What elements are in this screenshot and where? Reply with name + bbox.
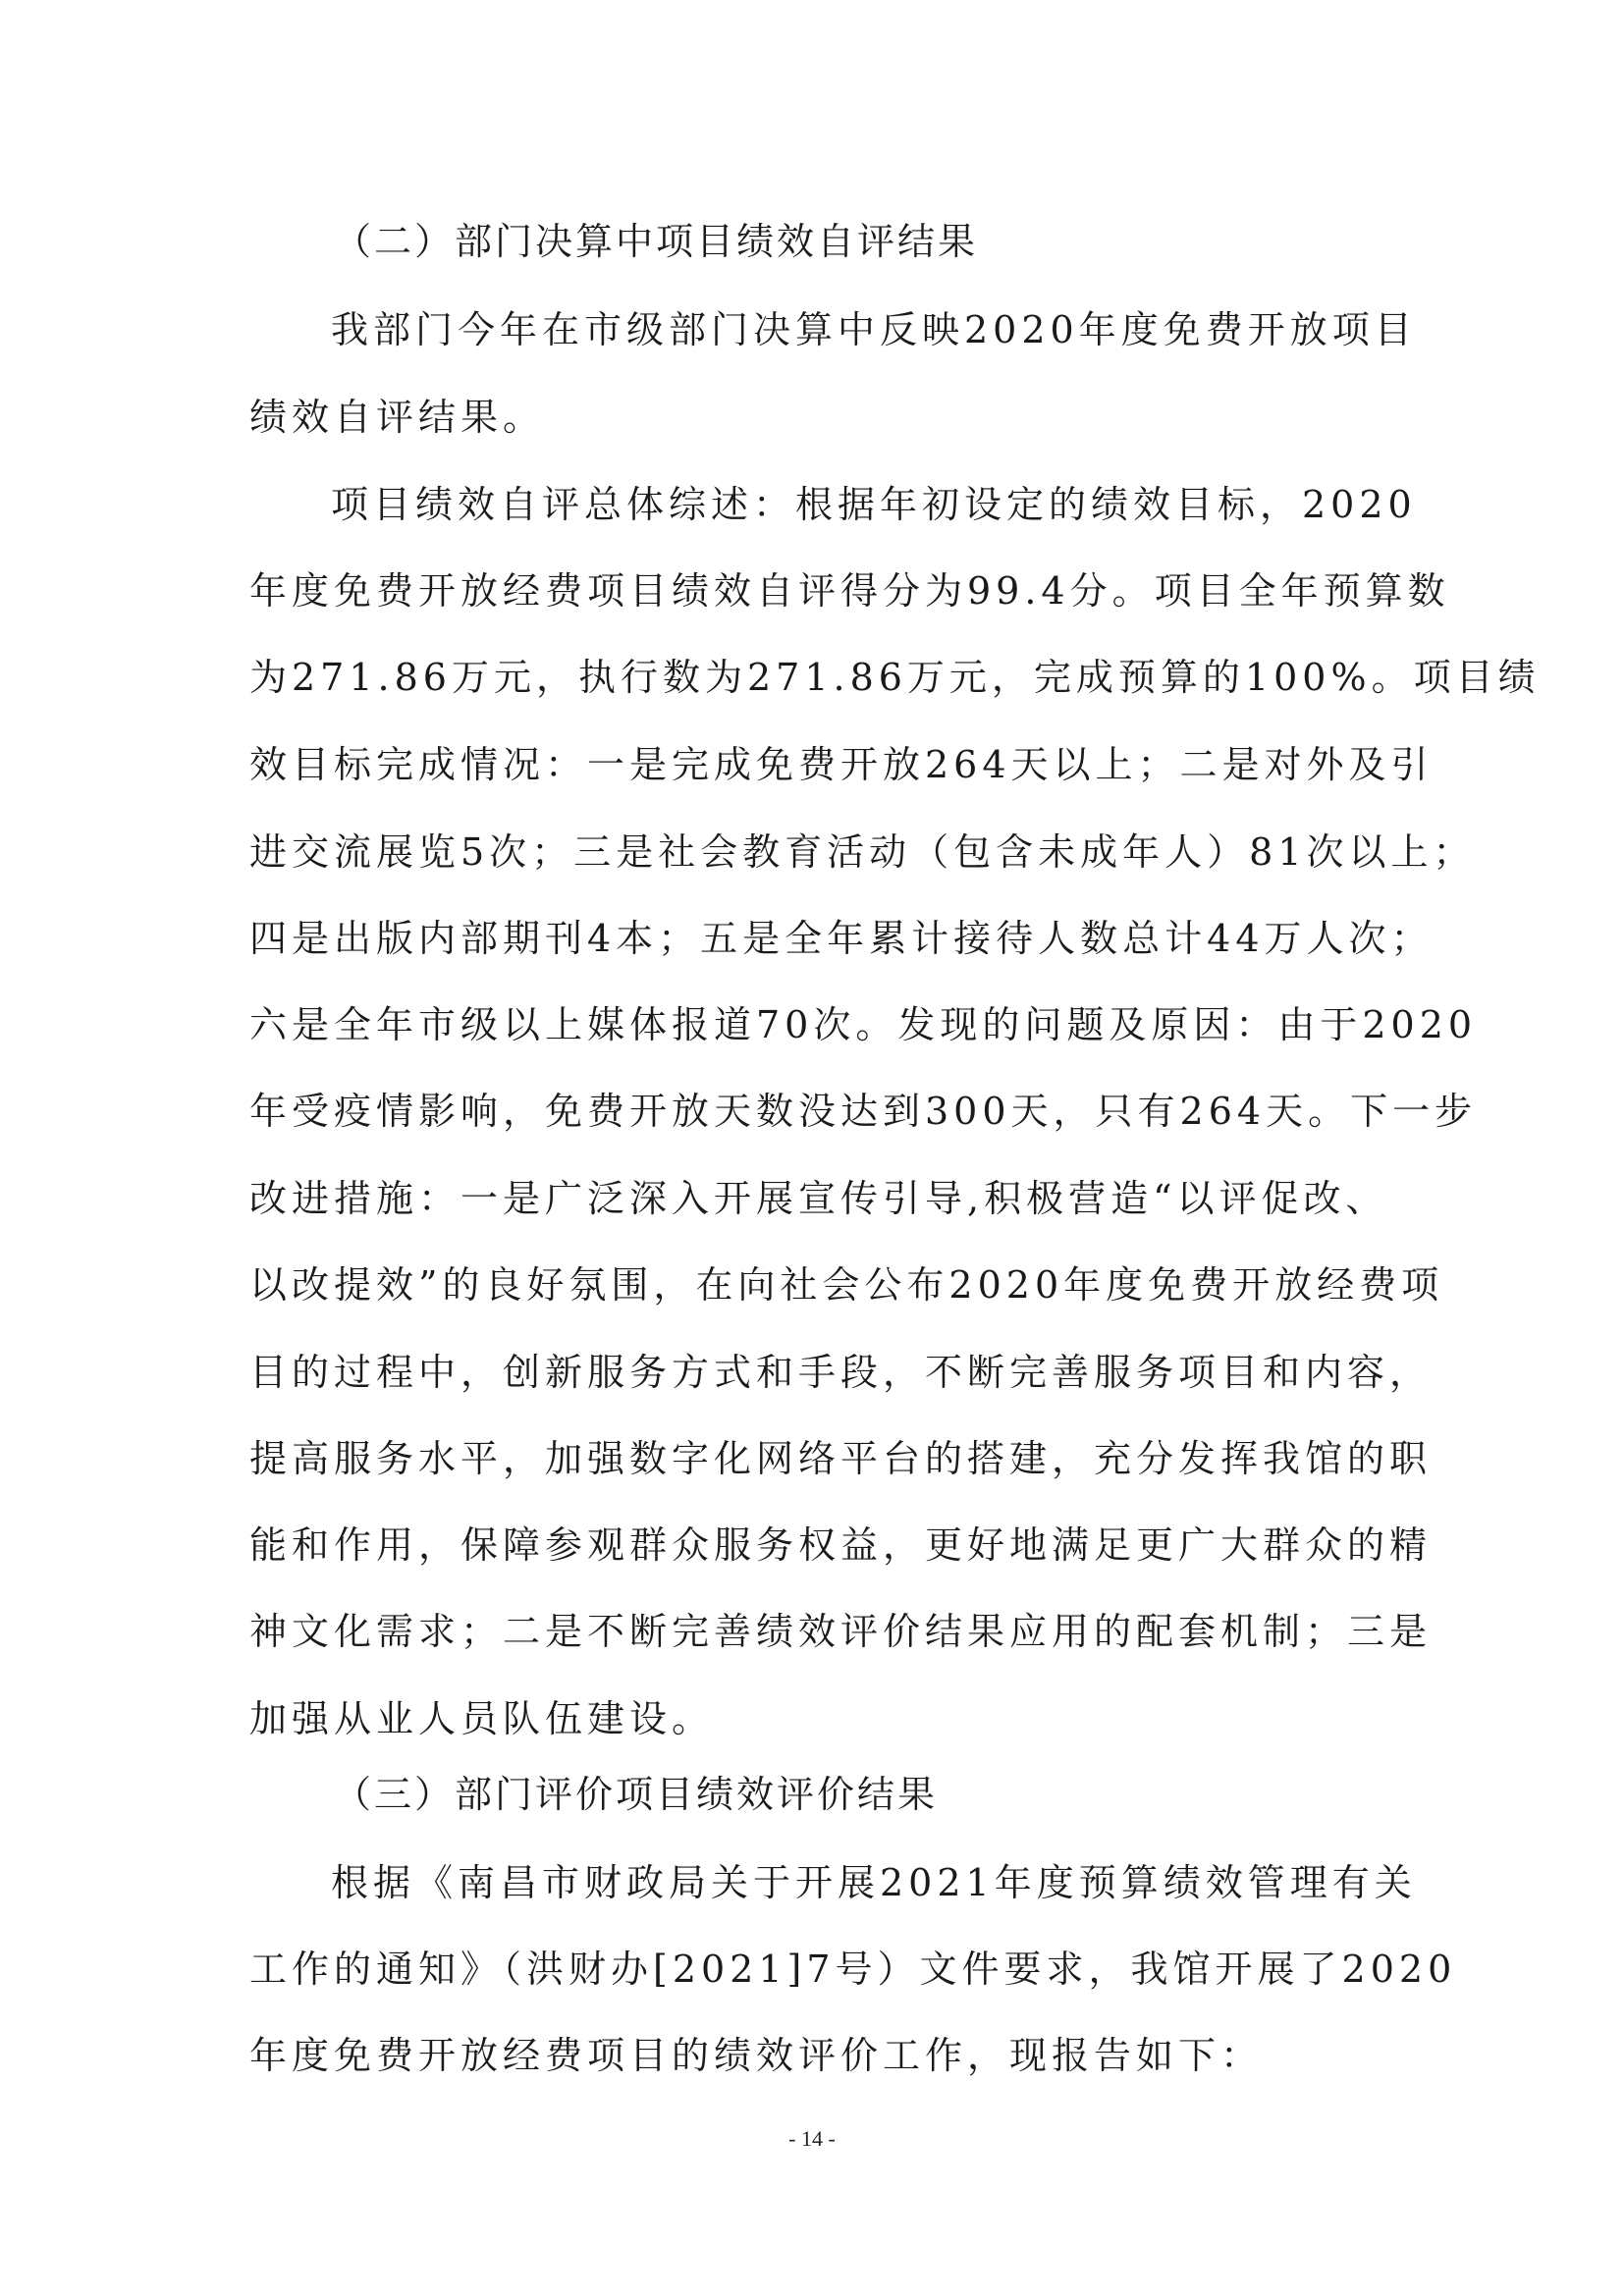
paragraph-line: 改进措施：一是广泛深入开展宣传引导,积极营造“以评促改、 (249, 1177, 1388, 1220)
paragraph-line: 四是出版内部期刊4本；五是全年累计接待人数总计44万人次； (249, 917, 1434, 960)
page-number: - 14 - (788, 2126, 836, 2151)
paragraph-line: 工作的通知》（洪财办[2021]7号）文件要求，我馆开展了2020 (249, 1948, 1457, 1991)
paragraph-line: 加强从业人员队伍建设。 (249, 1697, 715, 1740)
paragraph-line: 六是全年市级以上媒体报道70次。发现的问题及原因：由于2020 (249, 1003, 1478, 1046)
paragraph-line: 根据《南昌市财政局关于开展2021年度预算绩效管理有关 (331, 1861, 1417, 1904)
paragraph-line: 年受疫情影响，免费开放天数没达到300天，只有264天。下一步 (249, 1090, 1478, 1133)
paragraph-line: 年度免费开放经费项目绩效自评得分为99.4分。项目全年预算数 (249, 569, 1450, 613)
paragraph-line: 进交流展览5次；三是社会教育活动（包含未成年人）81次以上； (249, 830, 1476, 874)
paragraph-line: 目的过程中，创新服务方式和手段，不断完善服务项目和内容， (249, 1351, 1433, 1394)
paragraph-line: 能和作用，保障参观群众服务权益，更好地满足更广大群众的精 (249, 1523, 1433, 1567)
paragraph-line: 绩效自评结果。 (249, 396, 546, 439)
section-heading-3: （三）部门评价项目绩效评价结果 (334, 1773, 939, 1816)
paragraph-line: 效目标完成情况：一是完成免费开放264天以上；二是对外及引 (249, 743, 1434, 786)
paragraph-line: 提高服务水平，加强数字化网络平台的搭建，充分发挥我馆的职 (249, 1437, 1433, 1480)
paragraph-line: 年度免费开放经费项目的绩效评价工作，现报告如下： (249, 2034, 1264, 2077)
paragraph-line: 神文化需求；二是不断完善绩效评价结果应用的配套机制；三是 (249, 1610, 1433, 1653)
section-heading-2: （二）部门决算中项目绩效自评结果 (334, 220, 979, 263)
paragraph-line: 我部门今年在市级部门决算中反映2020年度免费开放项目 (331, 308, 1417, 351)
paragraph-line: 项目绩效自评总体综述：根据年初设定的绩效目标，2020 (331, 483, 1417, 526)
paragraph-line: 为271.86万元，执行数为271.86万元，完成预算的100%。项目绩 (249, 656, 1541, 699)
paragraph-line: 以改提效”的良好氛围，在向社会公布2020年度免费开放经费项 (249, 1263, 1444, 1307)
